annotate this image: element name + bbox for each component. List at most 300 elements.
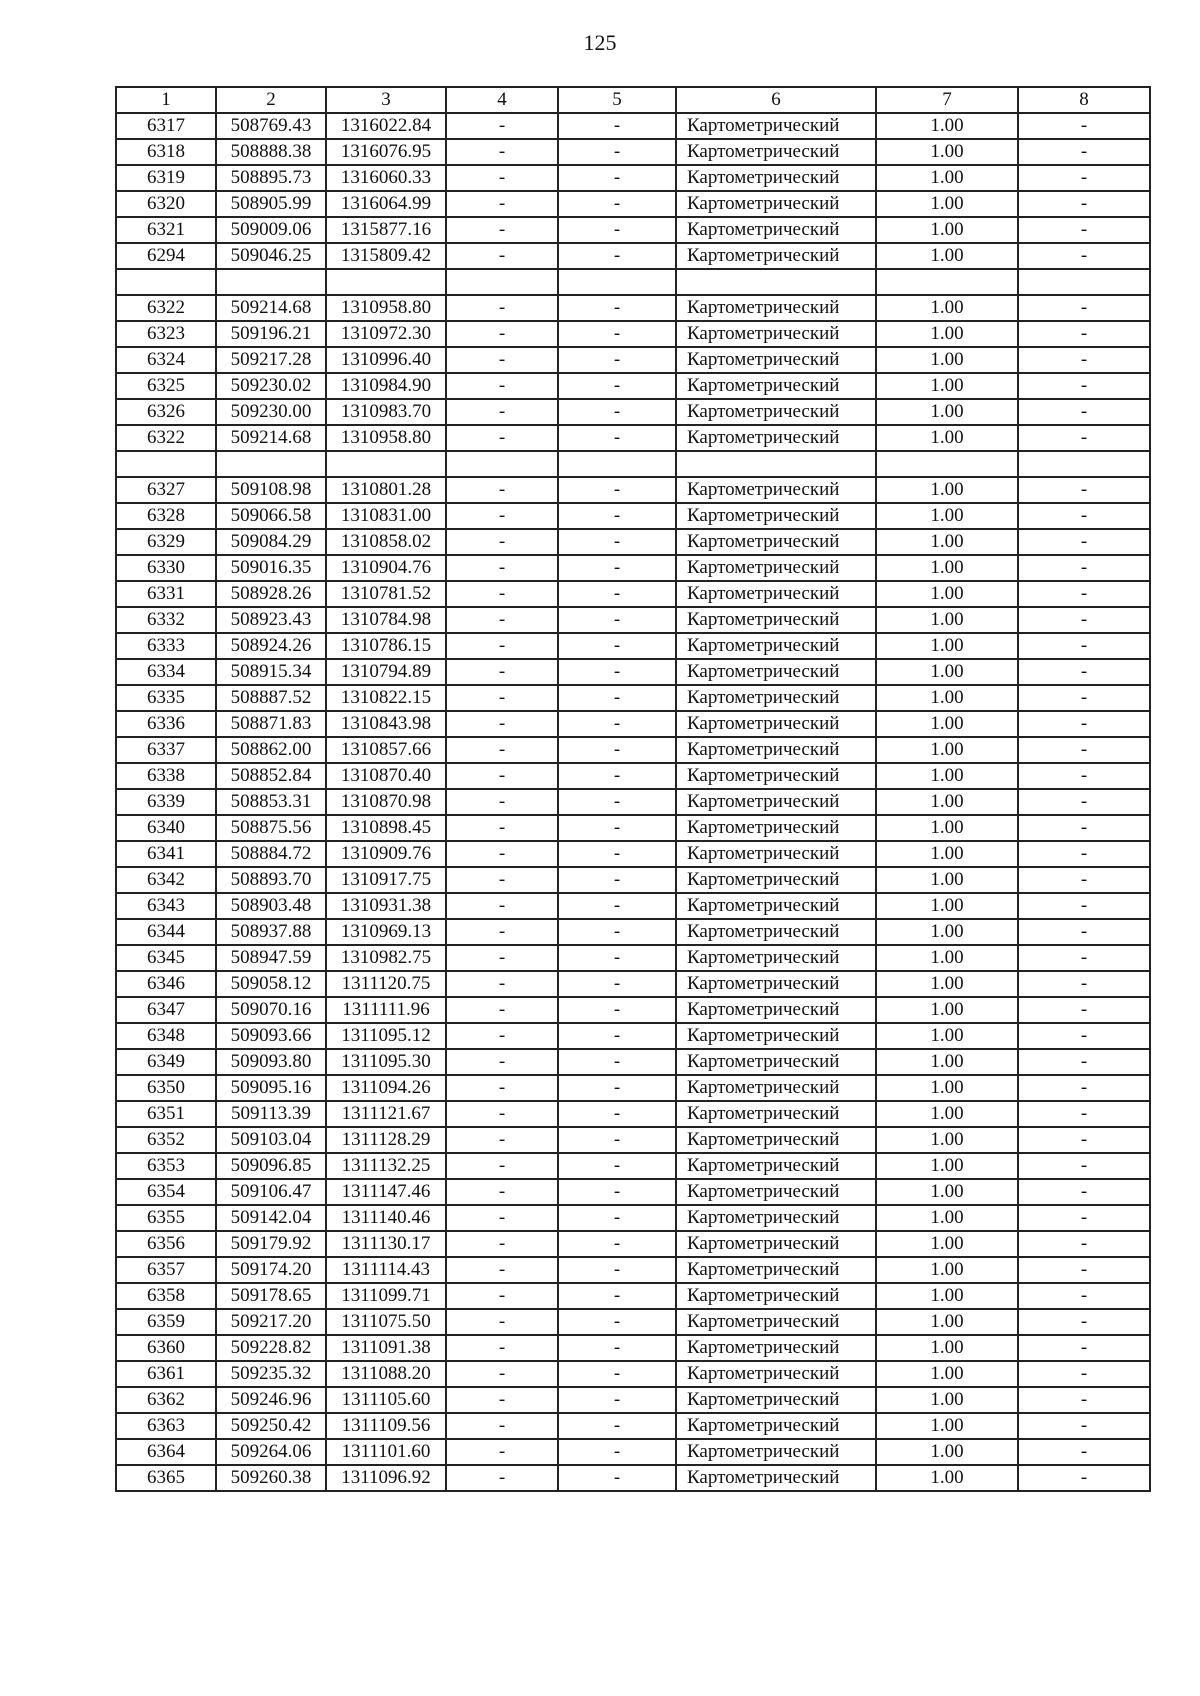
point-number-cell: 6332 [116, 607, 216, 633]
col5-cell: - [558, 971, 676, 997]
method-cell: Картометрический [676, 1413, 876, 1439]
y-coordinate-cell: 1310909.76 [326, 841, 446, 867]
x-coordinate-cell: 508905.99 [216, 191, 326, 217]
x-coordinate-cell: 508769.43 [216, 113, 326, 139]
method-cell: Картометрический [676, 1387, 876, 1413]
x-coordinate-cell: 509113.39 [216, 1101, 326, 1127]
point-number-cell: 6356 [116, 1231, 216, 1257]
col4-cell [446, 451, 558, 477]
method-cell: Картометрический [676, 217, 876, 243]
col4-cell: - [446, 1101, 558, 1127]
col5-cell: - [558, 347, 676, 373]
table-row [116, 1101, 1150, 1127]
col5-cell: - [558, 1387, 676, 1413]
y-coordinate-cell: 1310898.45 [326, 815, 446, 841]
y-coordinate-cell: 1316060.33 [326, 165, 446, 191]
accuracy-cell: 1.00 [876, 763, 1018, 789]
table-row [116, 607, 1150, 633]
x-coordinate-cell: 509174.20 [216, 1257, 326, 1283]
table-row [116, 1361, 1150, 1387]
col4-cell: - [446, 581, 558, 607]
col4-cell: - [446, 607, 558, 633]
header-row [116, 87, 1150, 113]
x-coordinate-cell: 509066.58 [216, 503, 326, 529]
accuracy-cell: 1.00 [876, 555, 1018, 581]
x-coordinate-cell: 508875.56 [216, 815, 326, 841]
x-coordinate-cell: 509084.29 [216, 529, 326, 555]
col5-cell: - [558, 373, 676, 399]
accuracy-cell: 1.00 [876, 1075, 1018, 1101]
col5-cell [558, 451, 676, 477]
point-number-cell: 6351 [116, 1101, 216, 1127]
method-cell: Картометрический [676, 711, 876, 737]
x-coordinate-cell: 509108.98 [216, 477, 326, 503]
point-number-cell: 6360 [116, 1335, 216, 1361]
col8-cell: - [1018, 815, 1150, 841]
col5-cell: - [558, 425, 676, 451]
y-coordinate-cell: 1310983.70 [326, 399, 446, 425]
x-coordinate-cell: 509142.04 [216, 1205, 326, 1231]
y-coordinate-cell: 1311130.17 [326, 1231, 446, 1257]
col4-cell: - [446, 711, 558, 737]
accuracy-cell: 1.00 [876, 165, 1018, 191]
col5-cell: - [558, 1075, 676, 1101]
accuracy-cell: 1.00 [876, 633, 1018, 659]
point-number-cell: 6352 [116, 1127, 216, 1153]
point-number-cell: 6320 [116, 191, 216, 217]
method-cell: Картометрический [676, 113, 876, 139]
col5-cell: - [558, 919, 676, 945]
accuracy-cell: 1.00 [876, 113, 1018, 139]
col4-cell: - [446, 165, 558, 191]
col8-cell: - [1018, 1335, 1150, 1361]
y-coordinate-cell: 1311109.56 [326, 1413, 446, 1439]
table-row [116, 1075, 1150, 1101]
col8-cell: - [1018, 971, 1150, 997]
y-coordinate-cell: 1311095.30 [326, 1049, 446, 1075]
col8-cell: - [1018, 867, 1150, 893]
point-number-cell: 6344 [116, 919, 216, 945]
header-cell: 4 [446, 87, 558, 113]
col5-cell: - [558, 1413, 676, 1439]
y-coordinate-cell: 1310858.02 [326, 529, 446, 555]
point-number-cell: 6327 [116, 477, 216, 503]
col4-cell: - [446, 399, 558, 425]
table-row [116, 555, 1150, 581]
method-cell: Картометрический [676, 373, 876, 399]
col4-cell: - [446, 919, 558, 945]
accuracy-cell: 1.00 [876, 529, 1018, 555]
col4-cell: - [446, 139, 558, 165]
method-cell: Картометрический [676, 659, 876, 685]
col5-cell: - [558, 477, 676, 503]
method-cell: Картометрический [676, 191, 876, 217]
col8-cell: - [1018, 1231, 1150, 1257]
col5-cell: - [558, 1127, 676, 1153]
point-number-cell: 6343 [116, 893, 216, 919]
accuracy-cell: 1.00 [876, 1101, 1018, 1127]
table-row [116, 1049, 1150, 1075]
col5-cell: - [558, 139, 676, 165]
col5-cell: - [558, 529, 676, 555]
point-number-cell [116, 269, 216, 295]
col5-cell: - [558, 1101, 676, 1127]
col8-cell: - [1018, 1127, 1150, 1153]
point-number-cell: 6354 [116, 1179, 216, 1205]
y-coordinate-cell: 1310831.00 [326, 503, 446, 529]
point-number-cell: 6350 [116, 1075, 216, 1101]
method-cell: Картометрический [676, 165, 876, 191]
y-coordinate-cell [326, 269, 446, 295]
col5-cell: - [558, 1153, 676, 1179]
y-coordinate-cell: 1311095.12 [326, 1023, 446, 1049]
col4-cell: - [446, 243, 558, 269]
table-row [116, 139, 1150, 165]
method-cell: Картометрический [676, 1257, 876, 1283]
method-cell: Картометрический [676, 1465, 876, 1491]
y-coordinate-cell: 1310917.75 [326, 867, 446, 893]
y-coordinate-cell: 1311140.46 [326, 1205, 446, 1231]
x-coordinate-cell: 508903.48 [216, 893, 326, 919]
table-row [116, 1127, 1150, 1153]
accuracy-cell: 1.00 [876, 815, 1018, 841]
accuracy-cell: 1.00 [876, 1179, 1018, 1205]
method-cell: Картометрический [676, 945, 876, 971]
method-cell: Картометрический [676, 1335, 876, 1361]
col4-cell: - [446, 347, 558, 373]
point-number-cell: 6330 [116, 555, 216, 581]
y-coordinate-cell: 1311088.20 [326, 1361, 446, 1387]
y-coordinate-cell: 1315877.16 [326, 217, 446, 243]
col8-cell: - [1018, 217, 1150, 243]
method-cell: Картометрический [676, 1101, 876, 1127]
y-coordinate-cell: 1310822.15 [326, 685, 446, 711]
x-coordinate-cell [216, 269, 326, 295]
method-cell: Картометрический [676, 1283, 876, 1309]
table-row [116, 893, 1150, 919]
method-cell: Картометрический [676, 321, 876, 347]
col8-cell: - [1018, 1413, 1150, 1439]
table-row [116, 867, 1150, 893]
y-coordinate-cell: 1310972.30 [326, 321, 446, 347]
col4-cell: - [446, 1465, 558, 1491]
col8-cell: - [1018, 1465, 1150, 1491]
accuracy-cell: 1.00 [876, 581, 1018, 607]
point-number-cell: 6328 [116, 503, 216, 529]
col4-cell: - [446, 1309, 558, 1335]
table-row [116, 295, 1150, 321]
col4-cell: - [446, 633, 558, 659]
method-cell: Картометрический [676, 295, 876, 321]
col4-cell: - [446, 1153, 558, 1179]
point-number-cell: 6341 [116, 841, 216, 867]
col5-cell: - [558, 503, 676, 529]
x-coordinate-cell: 508871.83 [216, 711, 326, 737]
y-coordinate-cell: 1311128.29 [326, 1127, 446, 1153]
col8-cell: - [1018, 477, 1150, 503]
method-cell: Картометрический [676, 685, 876, 711]
col5-cell: - [558, 1179, 676, 1205]
x-coordinate-cell: 509058.12 [216, 971, 326, 997]
coordinates-table [115, 86, 1151, 1492]
point-number-cell: 6325 [116, 373, 216, 399]
method-cell: Картометрический [676, 1023, 876, 1049]
y-coordinate-cell: 1316022.84 [326, 113, 446, 139]
col8-cell: - [1018, 165, 1150, 191]
table-row [116, 815, 1150, 841]
col8-cell: - [1018, 997, 1150, 1023]
table-row [116, 269, 1150, 295]
col5-cell: - [558, 165, 676, 191]
point-number-cell: 6365 [116, 1465, 216, 1491]
accuracy-cell [876, 269, 1018, 295]
table-row [116, 373, 1150, 399]
table-row [116, 581, 1150, 607]
col8-cell: - [1018, 321, 1150, 347]
method-cell: Картометрический [676, 1075, 876, 1101]
col4-cell: - [446, 945, 558, 971]
accuracy-cell: 1.00 [876, 477, 1018, 503]
point-number-cell: 6346 [116, 971, 216, 997]
accuracy-cell: 1.00 [876, 373, 1018, 399]
y-coordinate-cell: 1310781.52 [326, 581, 446, 607]
col8-cell: - [1018, 139, 1150, 165]
col8-cell: - [1018, 555, 1150, 581]
point-number-cell: 6322 [116, 295, 216, 321]
y-coordinate-cell: 1311114.43 [326, 1257, 446, 1283]
method-cell: Картометрический [676, 893, 876, 919]
col5-cell: - [558, 295, 676, 321]
y-coordinate-cell: 1311120.75 [326, 971, 446, 997]
x-coordinate-cell: 509179.92 [216, 1231, 326, 1257]
method-cell: Картометрический [676, 763, 876, 789]
method-cell: Картометрический [676, 425, 876, 451]
method-cell [676, 451, 876, 477]
y-coordinate-cell: 1310870.98 [326, 789, 446, 815]
col5-cell: - [558, 945, 676, 971]
accuracy-cell: 1.00 [876, 1127, 1018, 1153]
col4-cell: - [446, 217, 558, 243]
col8-cell: - [1018, 945, 1150, 971]
col4-cell: - [446, 1075, 558, 1101]
col4-cell: - [446, 841, 558, 867]
col8-cell: - [1018, 425, 1150, 451]
col8-cell: - [1018, 529, 1150, 555]
accuracy-cell: 1.00 [876, 139, 1018, 165]
x-coordinate-cell: 508853.31 [216, 789, 326, 815]
point-number-cell: 6331 [116, 581, 216, 607]
point-number-cell: 6345 [116, 945, 216, 971]
table-row [116, 945, 1150, 971]
y-coordinate-cell: 1310786.15 [326, 633, 446, 659]
point-number-cell: 6335 [116, 685, 216, 711]
method-cell: Картометрический [676, 503, 876, 529]
accuracy-cell: 1.00 [876, 347, 1018, 373]
accuracy-cell: 1.00 [876, 789, 1018, 815]
col8-cell: - [1018, 373, 1150, 399]
accuracy-cell: 1.00 [876, 1049, 1018, 1075]
table-row [116, 1335, 1150, 1361]
x-coordinate-cell: 508928.26 [216, 581, 326, 607]
col8-cell: - [1018, 347, 1150, 373]
col8-cell: - [1018, 1387, 1150, 1413]
col4-cell: - [446, 1413, 558, 1439]
point-number-cell: 6294 [116, 243, 216, 269]
table-row [116, 789, 1150, 815]
point-number-cell: 6339 [116, 789, 216, 815]
col4-cell: - [446, 685, 558, 711]
accuracy-cell: 1.00 [876, 1283, 1018, 1309]
accuracy-cell: 1.00 [876, 425, 1018, 451]
method-cell: Картометрический [676, 607, 876, 633]
col5-cell: - [558, 217, 676, 243]
col8-cell: - [1018, 1101, 1150, 1127]
col4-cell: - [446, 763, 558, 789]
col8-cell: - [1018, 1179, 1150, 1205]
col4-cell: - [446, 529, 558, 555]
accuracy-cell: 1.00 [876, 295, 1018, 321]
accuracy-cell [876, 451, 1018, 477]
col5-cell: - [558, 841, 676, 867]
x-coordinate-cell: 509230.02 [216, 373, 326, 399]
table-row [116, 1179, 1150, 1205]
col5-cell [558, 269, 676, 295]
table-row [116, 165, 1150, 191]
col4-cell: - [446, 1387, 558, 1413]
table-row [116, 1309, 1150, 1335]
col8-cell: - [1018, 1205, 1150, 1231]
x-coordinate-cell: 509235.32 [216, 1361, 326, 1387]
col8-cell: - [1018, 295, 1150, 321]
table-row [116, 711, 1150, 737]
point-number-cell: 6334 [116, 659, 216, 685]
col8-cell: - [1018, 1049, 1150, 1075]
col4-cell: - [446, 1361, 558, 1387]
accuracy-cell: 1.00 [876, 243, 1018, 269]
col4-cell: - [446, 295, 558, 321]
col8-cell: - [1018, 1023, 1150, 1049]
x-coordinate-cell: 509230.00 [216, 399, 326, 425]
col4-cell: - [446, 1439, 558, 1465]
point-number-cell [116, 451, 216, 477]
table-row [116, 1023, 1150, 1049]
x-coordinate-cell: 509264.06 [216, 1439, 326, 1465]
col5-cell: - [558, 1049, 676, 1075]
col8-cell [1018, 269, 1150, 295]
point-number-cell: 6319 [116, 165, 216, 191]
method-cell: Картометрический [676, 1439, 876, 1465]
x-coordinate-cell: 509093.66 [216, 1023, 326, 1049]
col5-cell: - [558, 1335, 676, 1361]
table-row [116, 503, 1150, 529]
col5-cell: - [558, 607, 676, 633]
x-coordinate-cell: 509260.38 [216, 1465, 326, 1491]
y-coordinate-cell: 1310801.28 [326, 477, 446, 503]
x-coordinate-cell: 509250.42 [216, 1413, 326, 1439]
col8-cell: - [1018, 1257, 1150, 1283]
method-cell: Картометрический [676, 581, 876, 607]
table-row [116, 685, 1150, 711]
y-coordinate-cell: 1316076.95 [326, 139, 446, 165]
accuracy-cell: 1.00 [876, 1023, 1018, 1049]
col5-cell: - [558, 1023, 676, 1049]
col4-cell: - [446, 321, 558, 347]
col8-cell: - [1018, 191, 1150, 217]
y-coordinate-cell: 1310984.90 [326, 373, 446, 399]
accuracy-cell: 1.00 [876, 1309, 1018, 1335]
y-coordinate-cell: 1311075.50 [326, 1309, 446, 1335]
col4-cell: - [446, 1231, 558, 1257]
point-number-cell: 6326 [116, 399, 216, 425]
col4-cell: - [446, 1049, 558, 1075]
x-coordinate-cell: 509217.28 [216, 347, 326, 373]
table-row [116, 451, 1150, 477]
x-coordinate-cell: 509009.06 [216, 217, 326, 243]
table-row [116, 1257, 1150, 1283]
x-coordinate-cell: 508947.59 [216, 945, 326, 971]
point-number-cell: 6358 [116, 1283, 216, 1309]
method-cell [676, 269, 876, 295]
table-row [116, 659, 1150, 685]
method-cell: Картометрический [676, 1127, 876, 1153]
y-coordinate-cell: 1310794.89 [326, 659, 446, 685]
col5-cell: - [558, 1231, 676, 1257]
x-coordinate-cell: 509214.68 [216, 295, 326, 321]
col4-cell: - [446, 789, 558, 815]
method-cell: Картометрический [676, 347, 876, 373]
col8-cell [1018, 451, 1150, 477]
col4-cell [446, 269, 558, 295]
accuracy-cell: 1.00 [876, 685, 1018, 711]
col4-cell: - [446, 867, 558, 893]
accuracy-cell: 1.00 [876, 1387, 1018, 1413]
table-row [116, 763, 1150, 789]
accuracy-cell: 1.00 [876, 737, 1018, 763]
col8-cell: - [1018, 1075, 1150, 1101]
col4-cell: - [446, 1127, 558, 1153]
col5-cell: - [558, 1361, 676, 1387]
method-cell: Картометрический [676, 399, 876, 425]
col8-cell: - [1018, 893, 1150, 919]
table-row [116, 477, 1150, 503]
method-cell: Картометрический [676, 815, 876, 841]
point-number-cell: 6349 [116, 1049, 216, 1075]
col8-cell: - [1018, 243, 1150, 269]
accuracy-cell: 1.00 [876, 867, 1018, 893]
y-coordinate-cell: 1310958.80 [326, 295, 446, 321]
accuracy-cell: 1.00 [876, 1257, 1018, 1283]
y-coordinate-cell: 1311091.38 [326, 1335, 446, 1361]
header-cell: 1 [116, 87, 216, 113]
col5-cell: - [558, 1439, 676, 1465]
table-row [116, 243, 1150, 269]
x-coordinate-cell: 509217.20 [216, 1309, 326, 1335]
method-cell: Картометрический [676, 1205, 876, 1231]
col8-cell: - [1018, 763, 1150, 789]
point-number-cell: 6337 [116, 737, 216, 763]
table-row [116, 919, 1150, 945]
y-coordinate-cell: 1310904.76 [326, 555, 446, 581]
accuracy-cell: 1.00 [876, 1465, 1018, 1491]
method-cell: Картометрический [676, 633, 876, 659]
table-row [116, 529, 1150, 555]
table-body [116, 87, 1150, 1491]
table-row [116, 425, 1150, 451]
method-cell: Картометрический [676, 1309, 876, 1335]
point-number-cell: 6318 [116, 139, 216, 165]
col5-cell: - [558, 633, 676, 659]
col8-cell: - [1018, 1361, 1150, 1387]
